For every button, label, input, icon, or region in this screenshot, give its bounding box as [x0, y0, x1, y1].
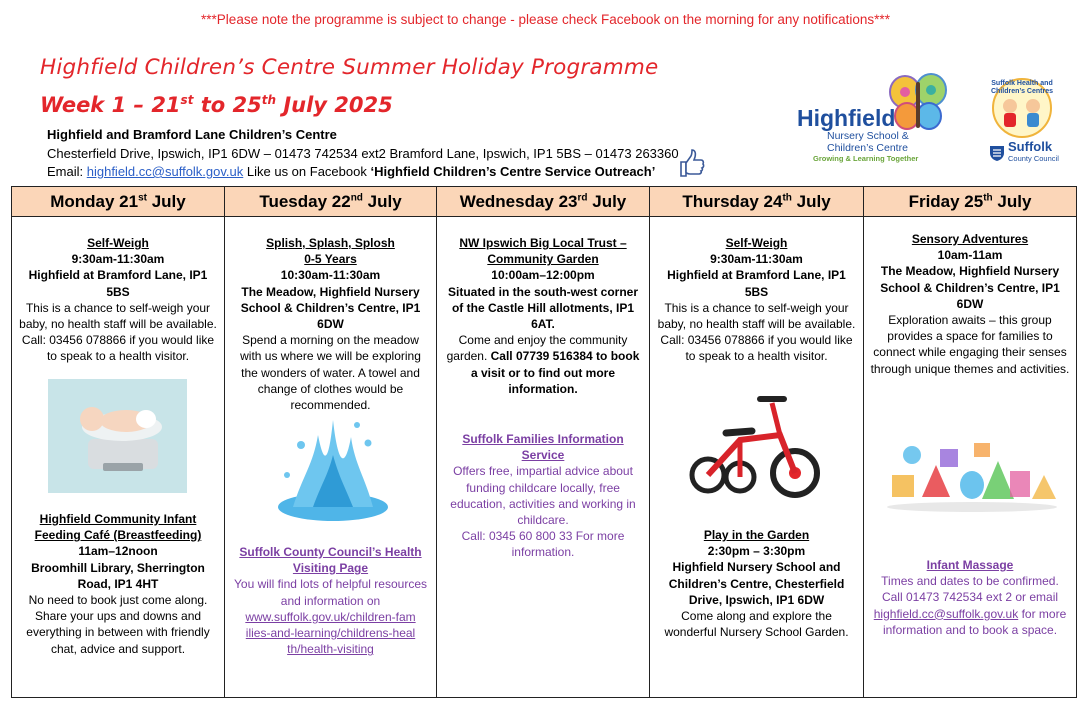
health-visiting-link[interactable]: www.suffolk.gov.uk/children-families-and-learning/childrens-health/health-visiting — [245, 609, 416, 657]
monday-column — [12, 187, 225, 697]
friday-column — [864, 187, 1076, 697]
monday-infant-feeding-cafe: Highfield Community Infant Feeding Café (Breastfeeding) 11am–12noon Broomhill Library, Sherrington Road, IP1 4HT No need to book just come along. Share your ups and downs and everything in between with friendly chat, advice and support. — [26, 512, 210, 656]
week-heading: Week 1 – 21st to 25th July 2025 — [40, 93, 393, 117]
friday-sensory-adventures: Sensory Adventures 10am-11am The Meadow, Highfield Nursery School & Children’s Centre, IP1 6DW Exploration awaits – this group provides a space for families to connect while engaging their senses through unique themes and activities. — [870, 232, 1070, 376]
thursday-column — [650, 187, 864, 697]
facebook-page-name: ‘Highfield Children’s Centre Service Outreach’ — [370, 164, 656, 179]
water-splash-image — [273, 415, 391, 527]
friday-infant-massage: Infant Massage Times and dates to be confirmed. Call 01473 742534 ext 2 or email highfield.cc@suffolk.gov.uk for more information and to book a space. — [873, 558, 1067, 637]
programme-change-notice: ***Please note the programme is subject to change - please check Facebook on the morning for any notifications*** — [201, 12, 890, 27]
centre-addresses: Chesterfield Drive, Ipswich, IP1 6DW – 01473 742534 ext2 Bramford Lane, Ipswich, IP1 5BS – 01473 263360 — [47, 146, 679, 161]
sensory-shapes-image — [882, 435, 1062, 515]
suffolk-childrens-centres-logo: Suffolk Health and Children’s Centres Suffolk County Council — [986, 78, 1066, 168]
wednesday-column — [437, 187, 650, 697]
day-header-wednesday: Wednesday 23rd July — [437, 187, 649, 217]
tricycle-image — [680, 385, 830, 503]
centre-name: Highfield and Bramford Lane Children’s Centre — [47, 127, 337, 142]
contact-line: Email: highfield.cc@suffolk.gov.uk Like us on Facebook ‘Highfield Children’s Centre Service Outreach’ — [47, 164, 656, 179]
wednesday-families-information-service: Suffolk Families Information Service Offers free, impartial advice about funding childcare locally, free education, activities and working in childcare. Call: 0345 60 800 33 For more information. — [450, 432, 636, 560]
email-link[interactable]: highfield.cc@suffolk.gov.uk — [86, 164, 244, 179]
day-header-monday: Monday 21st July — [12, 187, 224, 217]
suffolk-crest-icon — [988, 144, 1006, 162]
highfield-logo: Highfield Nursery School & Children’s Centre Growing & Learning Together — [797, 72, 947, 167]
butterfly-icon — [889, 72, 947, 134]
thursday-self-weigh: Self-Weigh 9:30am-11:30am Highfield at Bramford Lane, IP1 5BS This is a chance to self-weigh your baby, no health staff will be available. Call: 03456 078866 if you would like to speak to a health visitor. — [657, 236, 856, 364]
day-header-tuesday: Tuesday 22nd July — [225, 187, 436, 217]
weekly-programme-table — [11, 186, 1077, 698]
day-header-friday: Friday 25th July — [864, 187, 1076, 217]
infant-massage-email-link[interactable]: highfield.cc@suffolk.gov.uk — [873, 606, 1019, 621]
tuesday-column — [225, 187, 437, 697]
thursday-play-in-the-garden: Play in the Garden 2:30pm – 3:30pm Highfield Nursery School and Children’s Centre, Chesterfield Drive, Ipswich, IP1 6DW Come along and explore the wonderful Nursery School Garden. — [664, 528, 849, 640]
monday-self-weigh: Self-Weigh 9:30am-11:30am Highfield at Bramford Lane, IP1 5BS This is a chance to self-weigh your baby, no health staff will be available. Call: 03456 078866 if you would like to speak to a health visitor. — [19, 236, 217, 364]
wednesday-community-garden: NW Ipswich Big Local Trust – Community Garden 10:00am–12:00pm Situated in the south-west corner of the Castle Hill allotments, IP1 6AT. Come and enjoy the community garden. Call 07739 516384 to book a visit or to find out more information. — [446, 236, 640, 396]
tuesday-splish-splash: Splish, Splash, Splosh 0-5 Years 10:30am-11:30am The Meadow, Highfield Nursery School & Children’s Centre, IP1 6DW Spend a morning on the meadow with us where we will be exploring the wonders of water. A towel and change of clothes would be recommended. — [240, 236, 421, 413]
day-header-thursday: Thursday 24th July — [650, 187, 863, 217]
facebook-like-icon — [678, 149, 706, 179]
tuesday-health-visiting-page: Suffolk County Council’s Health Visiting Page You will find lots of helpful resources and information on www.suffolk.gov.uk/children-families-and-learning/childrens-health/health-visiting — [225, 544, 436, 657]
page-title: Highfield Children’s Centre Summer Holiday Programme — [40, 55, 659, 80]
baby-scale-image — [48, 379, 187, 493]
